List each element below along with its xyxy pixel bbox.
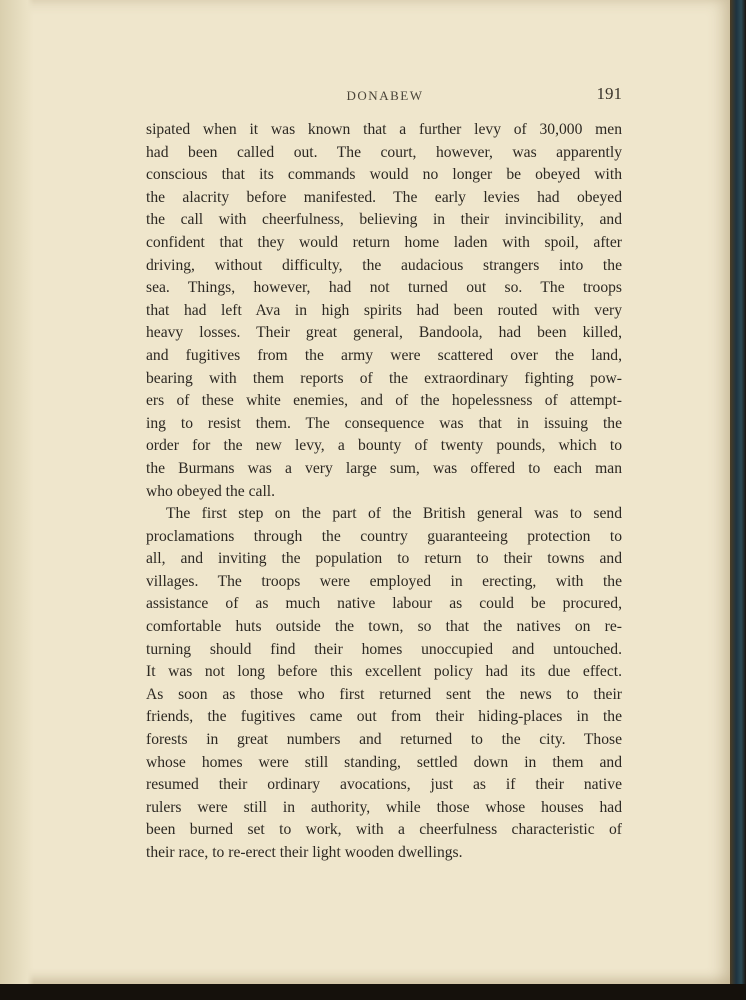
text-line: sipated when it was known that a further levy of 30,000 men <box>146 121 622 138</box>
text-line: who obeyed the call. <box>146 482 276 500</box>
text-line: proclamations through the country guaranteeing protection to <box>146 527 622 545</box>
page-gutter-shadow <box>0 0 34 984</box>
text-line: sea. Things, however, had not turned out so. The troops <box>146 279 622 297</box>
book-spine-edge <box>730 0 746 1000</box>
paragraph-1 <box>146 119 622 503</box>
text-line: As soon as those who first returned sent the news to their <box>146 685 622 703</box>
paragraph-2 <box>146 503 622 865</box>
text-line: conscious that its commands would no longer be obeyed with <box>146 166 622 184</box>
text-line: and fugitives from the army were scattered over the land, <box>146 346 622 364</box>
text-line: comfortable huts outside the town, so that the natives on re- <box>146 618 622 636</box>
text-line: heavy losses. Their great general, Bandoola, had been killed, <box>146 324 622 342</box>
text-line: the Burmans was a very large sum, was offered to each man <box>146 459 622 477</box>
page-header <box>148 84 622 108</box>
text-line: resumed their ordinary avocations, just as if their native <box>146 776 622 794</box>
body-text <box>146 119 622 865</box>
text-line: villages. The troops were employed in erecting, with the <box>146 572 622 590</box>
text-line: their race, to re-erect their light wooden dwellings. <box>146 844 463 861</box>
text-line: order for the new levy, a bounty of twenty pounds, which to <box>146 437 622 455</box>
text-line: friends, the fugitives came out from their hiding-places in the <box>146 708 622 726</box>
text-line: whose homes were still standing, settled down in them and <box>146 753 622 771</box>
text-line: bearing with them reports of the extraordinary fighting pow- <box>146 369 622 387</box>
running-head: DONABEW <box>346 88 424 103</box>
text-line: confident that they would return home laden with spoil, after <box>146 233 622 251</box>
text-line: rulers were still in authority, while those whose houses had <box>146 798 622 816</box>
text-line: ing to resist them. The consequence was that in issuing the <box>146 414 622 432</box>
text-line: forests in great numbers and returned to the city. Those <box>146 731 622 749</box>
page-number: 191 <box>596 84 622 103</box>
text-line: been burned set to work, with a cheerfulness characteristic of <box>146 821 622 839</box>
text-line: The first step on the part of the British general was to send <box>166 505 622 523</box>
text-line: assistance of as much native labour as could be procured, <box>146 595 622 613</box>
text-line: driving, without difficulty, the audacious strangers into the <box>146 256 622 274</box>
text-line: the alacrity before manifested. The early levies had obeyed <box>146 188 622 206</box>
text-line: the call with cheerfulness, believing in their invincibility, and <box>146 211 622 229</box>
text-line: turning should find their homes unoccupied and untouched. <box>146 640 622 658</box>
text-line: It was not long before this excellent policy had its due effect. <box>146 663 622 681</box>
text-line: that had left Ava in high spirits had been routed with very <box>146 301 622 319</box>
text-line: had been called out. The court, however, was apparently <box>146 143 622 161</box>
text-line: ers of these white enemies, and of the hopelessness of attempt- <box>146 392 622 410</box>
page-bottom-edge <box>0 984 746 1000</box>
text-line: all, and inviting the population to return to their towns and <box>146 550 622 568</box>
